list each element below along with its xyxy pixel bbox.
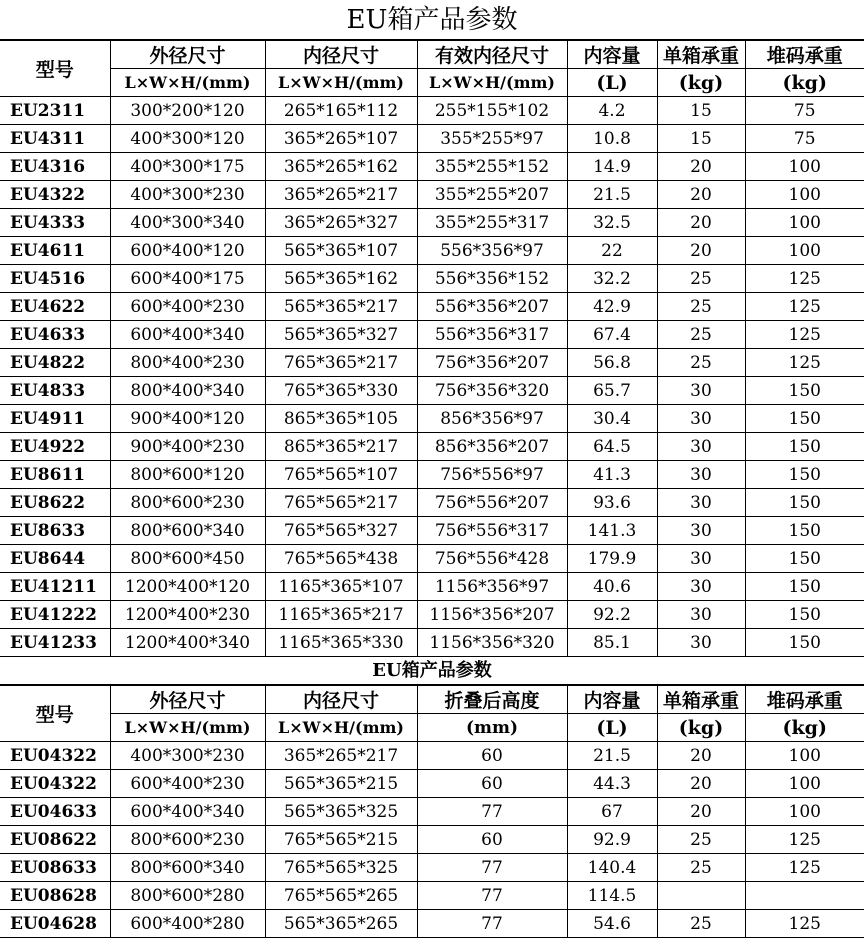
table-row: [0, 377, 864, 405]
cell-volume: 10.8: [567, 125, 657, 153]
cell-outer: 800*600*340: [110, 854, 265, 882]
cell-third: 556*356*317: [417, 321, 567, 349]
cell-load: 30: [657, 461, 745, 489]
subheader-inner: L×W×H/(mm): [265, 714, 417, 742]
cell-model: EU4633: [0, 321, 110, 349]
cell-model: EU4322: [0, 181, 110, 209]
table1-title: EU箱产品参数: [0, 0, 864, 40]
header-inner: 内径尺寸: [265, 41, 417, 69]
cell-third: 756*556*97: [417, 461, 567, 489]
cell-load: 15: [657, 97, 745, 125]
cell-model: EU41233: [0, 629, 110, 657]
cell-stack: 125: [745, 349, 864, 377]
cell-outer: 600*400*280: [110, 910, 265, 938]
cell-inner: 365*265*107: [265, 125, 417, 153]
cell-load: 30: [657, 405, 745, 433]
table-row: [0, 826, 864, 854]
cell-model: EU8644: [0, 545, 110, 573]
cell-outer: 400*300*120: [110, 125, 265, 153]
subheader-volume: (L): [567, 714, 657, 742]
cell-model: EU8622: [0, 489, 110, 517]
table-row: [0, 601, 864, 629]
cell-inner: 1165*365*330: [265, 629, 417, 657]
header-stack: 堆码承重: [745, 686, 864, 714]
cell-load: 15: [657, 125, 745, 153]
cell-stack: 150: [745, 377, 864, 405]
header-outer: 外径尺寸: [110, 41, 265, 69]
cell-inner: 565*365*215: [265, 770, 417, 798]
cell-third: 255*155*102: [417, 97, 567, 125]
header-load: 单箱承重: [657, 41, 745, 69]
cell-inner: 865*365*217: [265, 433, 417, 461]
cell-volume: 92.9: [567, 826, 657, 854]
cell-model: EU4922: [0, 433, 110, 461]
cell-volume: 140.4: [567, 854, 657, 882]
table-row: [0, 742, 864, 770]
cell-outer: 600*400*340: [110, 321, 265, 349]
cell-inner: 865*365*105: [265, 405, 417, 433]
cell-inner: 765*565*327: [265, 517, 417, 545]
subheader-outer: L×W×H/(mm): [110, 69, 265, 97]
cell-model: EU04322: [0, 742, 110, 770]
table2: [0, 685, 864, 938]
cell-stack: 75: [745, 125, 864, 153]
table-row: [0, 153, 864, 181]
cell-model: EU04628: [0, 910, 110, 938]
cell-outer: 400*300*340: [110, 209, 265, 237]
cell-volume: 32.2: [567, 265, 657, 293]
cell-volume: 54.6: [567, 910, 657, 938]
subheader-effective: L×W×H/(mm): [417, 69, 567, 97]
cell-volume: 4.2: [567, 97, 657, 125]
header-volume: 内容量: [567, 686, 657, 714]
cell-stack: 125: [745, 265, 864, 293]
cell-inner: 565*365*265: [265, 910, 417, 938]
cell-third: 77: [417, 854, 567, 882]
cell-stack: 75: [745, 97, 864, 125]
subheader-volume: (L): [567, 69, 657, 97]
cell-volume: 179.9: [567, 545, 657, 573]
cell-outer: 900*400*230: [110, 433, 265, 461]
cell-third: 355*255*97: [417, 125, 567, 153]
cell-third: 77: [417, 798, 567, 826]
cell-volume: 85.1: [567, 629, 657, 657]
cell-load: 25: [657, 321, 745, 349]
cell-outer: 800*400*340: [110, 377, 265, 405]
cell-load: 20: [657, 798, 745, 826]
cell-volume: 92.2: [567, 601, 657, 629]
header-model: 型号: [0, 41, 110, 97]
cell-inner: 265*165*112: [265, 97, 417, 125]
table-row: [0, 629, 864, 657]
cell-load: 30: [657, 545, 745, 573]
cell-third: 756*556*428: [417, 545, 567, 573]
cell-inner: 765*565*265: [265, 882, 417, 910]
cell-third: 1156*356*207: [417, 601, 567, 629]
cell-load: [657, 882, 745, 910]
cell-volume: 40.6: [567, 573, 657, 601]
cell-inner: 765*365*217: [265, 349, 417, 377]
cell-stack: 150: [745, 433, 864, 461]
table-row: [0, 882, 864, 910]
cell-model: EU8611: [0, 461, 110, 489]
header-effective: 有效内径尺寸: [417, 41, 567, 69]
cell-outer: 800*600*230: [110, 489, 265, 517]
cell-load: 25: [657, 826, 745, 854]
cell-third: 756*356*207: [417, 349, 567, 377]
cell-inner: 565*365*107: [265, 237, 417, 265]
cell-stack: 150: [745, 629, 864, 657]
cell-model: EU04322: [0, 770, 110, 798]
cell-model: EU4516: [0, 265, 110, 293]
cell-volume: 114.5: [567, 882, 657, 910]
cell-volume: 93.6: [567, 489, 657, 517]
cell-third: 756*356*320: [417, 377, 567, 405]
cell-load: 30: [657, 433, 745, 461]
cell-load: 30: [657, 573, 745, 601]
table-row: [0, 97, 864, 125]
cell-volume: 41.3: [567, 461, 657, 489]
cell-volume: 44.3: [567, 770, 657, 798]
subheader-outer: L×W×H/(mm): [110, 714, 265, 742]
cell-outer: 300*200*120: [110, 97, 265, 125]
cell-stack: 125: [745, 910, 864, 938]
cell-stack: 100: [745, 742, 864, 770]
cell-inner: 765*565*215: [265, 826, 417, 854]
cell-inner: 765*565*107: [265, 461, 417, 489]
table-row: [0, 405, 864, 433]
cell-third: 756*556*317: [417, 517, 567, 545]
table-row: [0, 181, 864, 209]
cell-load: 30: [657, 517, 745, 545]
cell-outer: 600*400*230: [110, 770, 265, 798]
cell-third: 856*356*207: [417, 433, 567, 461]
cell-third: 1156*356*97: [417, 573, 567, 601]
cell-stack: 150: [745, 489, 864, 517]
table2-title: EU箱产品参数: [0, 657, 864, 685]
cell-model: EU41211: [0, 573, 110, 601]
cell-model: EU08628: [0, 882, 110, 910]
cell-model: EU08622: [0, 826, 110, 854]
table-row: [0, 545, 864, 573]
table-row: [0, 770, 864, 798]
cell-stack: 150: [745, 405, 864, 433]
cell-load: 30: [657, 489, 745, 517]
subheader-inner: L×W×H/(mm): [265, 69, 417, 97]
table-row: [0, 321, 864, 349]
table-row: [0, 237, 864, 265]
cell-stack: 150: [745, 545, 864, 573]
cell-stack: [745, 882, 864, 910]
cell-model: EU8633: [0, 517, 110, 545]
cell-inner: 365*265*162: [265, 153, 417, 181]
subheader-load: (kg): [657, 714, 745, 742]
cell-stack: 125: [745, 854, 864, 882]
cell-inner: 765*565*325: [265, 854, 417, 882]
header-model: 型号: [0, 686, 110, 742]
cell-model: EU4822: [0, 349, 110, 377]
cell-outer: 400*300*230: [110, 181, 265, 209]
cell-inner: 565*365*327: [265, 321, 417, 349]
cell-stack: 125: [745, 293, 864, 321]
cell-outer: 400*300*175: [110, 153, 265, 181]
cell-stack: 100: [745, 237, 864, 265]
cell-load: 25: [657, 854, 745, 882]
header-outer: 外径尺寸: [110, 686, 265, 714]
cell-outer: 800*400*230: [110, 349, 265, 377]
cell-third: 355*255*152: [417, 153, 567, 181]
table-row: [0, 265, 864, 293]
table-row: [0, 209, 864, 237]
cell-load: 25: [657, 349, 745, 377]
table-row: [0, 349, 864, 377]
cell-model: EU4333: [0, 209, 110, 237]
cell-inner: 365*265*327: [265, 209, 417, 237]
cell-model: EU4833: [0, 377, 110, 405]
cell-inner: 365*265*217: [265, 181, 417, 209]
cell-load: 20: [657, 742, 745, 770]
cell-inner: 1165*365*107: [265, 573, 417, 601]
cell-volume: 67: [567, 798, 657, 826]
cell-third: 856*356*97: [417, 405, 567, 433]
subheader-stack: (kg): [745, 69, 864, 97]
cell-load: 30: [657, 601, 745, 629]
cell-volume: 21.5: [567, 181, 657, 209]
cell-inner: 565*365*217: [265, 293, 417, 321]
table-row: [0, 125, 864, 153]
cell-stack: 125: [745, 321, 864, 349]
cell-outer: 800*600*340: [110, 517, 265, 545]
cell-inner: 765*565*217: [265, 489, 417, 517]
cell-inner: 365*265*217: [265, 742, 417, 770]
cell-outer: 1200*400*120: [110, 573, 265, 601]
cell-outer: 600*400*340: [110, 798, 265, 826]
header-load: 单箱承重: [657, 686, 745, 714]
cell-third: 556*356*97: [417, 237, 567, 265]
cell-model: EU4622: [0, 293, 110, 321]
cell-third: 60: [417, 742, 567, 770]
cell-load: 25: [657, 910, 745, 938]
cell-inner: 1165*365*217: [265, 601, 417, 629]
cell-outer: 800*600*120: [110, 461, 265, 489]
cell-inner: 565*365*162: [265, 265, 417, 293]
cell-load: 30: [657, 629, 745, 657]
cell-stack: 100: [745, 209, 864, 237]
cell-volume: 141.3: [567, 517, 657, 545]
cell-volume: 30.4: [567, 405, 657, 433]
cell-third: 756*556*207: [417, 489, 567, 517]
header-stack: 堆码承重: [745, 41, 864, 69]
cell-outer: 600*400*230: [110, 293, 265, 321]
cell-model: EU4311: [0, 125, 110, 153]
header-volume: 内容量: [567, 41, 657, 69]
cell-load: 20: [657, 209, 745, 237]
cell-volume: 21.5: [567, 742, 657, 770]
header-inner: 内径尺寸: [265, 686, 417, 714]
cell-inner: 765*365*330: [265, 377, 417, 405]
cell-outer: 1200*400*230: [110, 601, 265, 629]
cell-outer: 800*600*450: [110, 545, 265, 573]
cell-load: 20: [657, 181, 745, 209]
cell-third: 1156*356*320: [417, 629, 567, 657]
cell-third: 355*255*207: [417, 181, 567, 209]
table-row: [0, 293, 864, 321]
cell-volume: 32.5: [567, 209, 657, 237]
cell-inner: 765*565*438: [265, 545, 417, 573]
table-row: [0, 798, 864, 826]
cell-outer: 900*400*120: [110, 405, 265, 433]
cell-third: 77: [417, 910, 567, 938]
cell-volume: 64.5: [567, 433, 657, 461]
cell-stack: 100: [745, 798, 864, 826]
cell-volume: 42.9: [567, 293, 657, 321]
cell-load: 30: [657, 377, 745, 405]
cell-stack: 150: [745, 461, 864, 489]
cell-outer: 400*300*230: [110, 742, 265, 770]
subheader-load: (kg): [657, 69, 745, 97]
cell-volume: 65.7: [567, 377, 657, 405]
cell-volume: 14.9: [567, 153, 657, 181]
subheader-folded-height: (mm): [417, 714, 567, 742]
cell-third: 355*255*317: [417, 209, 567, 237]
cell-volume: 56.8: [567, 349, 657, 377]
cell-volume: 22: [567, 237, 657, 265]
table-row: [0, 517, 864, 545]
cell-model: EU4611: [0, 237, 110, 265]
table-row: [0, 573, 864, 601]
cell-model: EU4316: [0, 153, 110, 181]
table-row: [0, 910, 864, 938]
cell-third: 60: [417, 826, 567, 854]
cell-outer: 600*400*120: [110, 237, 265, 265]
header-folded-height: 折叠后高度: [417, 686, 567, 714]
cell-stack: 150: [745, 601, 864, 629]
cell-stack: 150: [745, 573, 864, 601]
cell-third: 556*356*152: [417, 265, 567, 293]
cell-stack: 150: [745, 517, 864, 545]
cell-stack: 100: [745, 770, 864, 798]
cell-model: EU2311: [0, 97, 110, 125]
cell-outer: 800*600*230: [110, 826, 265, 854]
cell-third: 77: [417, 882, 567, 910]
cell-load: 20: [657, 237, 745, 265]
cell-volume: 67.4: [567, 321, 657, 349]
cell-outer: 800*600*280: [110, 882, 265, 910]
table-row: [0, 854, 864, 882]
cell-stack: 125: [745, 826, 864, 854]
cell-stack: 100: [745, 153, 864, 181]
cell-model: EU08633: [0, 854, 110, 882]
cell-stack: 100: [745, 181, 864, 209]
cell-load: 20: [657, 770, 745, 798]
cell-third: 60: [417, 770, 567, 798]
table1: [0, 40, 864, 657]
cell-outer: 1200*400*340: [110, 629, 265, 657]
subheader-stack: (kg): [745, 714, 864, 742]
cell-model: EU41222: [0, 601, 110, 629]
cell-model: EU04633: [0, 798, 110, 826]
cell-outer: 600*400*175: [110, 265, 265, 293]
table-row: [0, 461, 864, 489]
table-row: [0, 433, 864, 461]
cell-inner: 565*365*325: [265, 798, 417, 826]
cell-model: EU4911: [0, 405, 110, 433]
cell-third: 556*356*207: [417, 293, 567, 321]
cell-load: 20: [657, 153, 745, 181]
cell-load: 25: [657, 265, 745, 293]
cell-load: 25: [657, 293, 745, 321]
table-row: [0, 489, 864, 517]
